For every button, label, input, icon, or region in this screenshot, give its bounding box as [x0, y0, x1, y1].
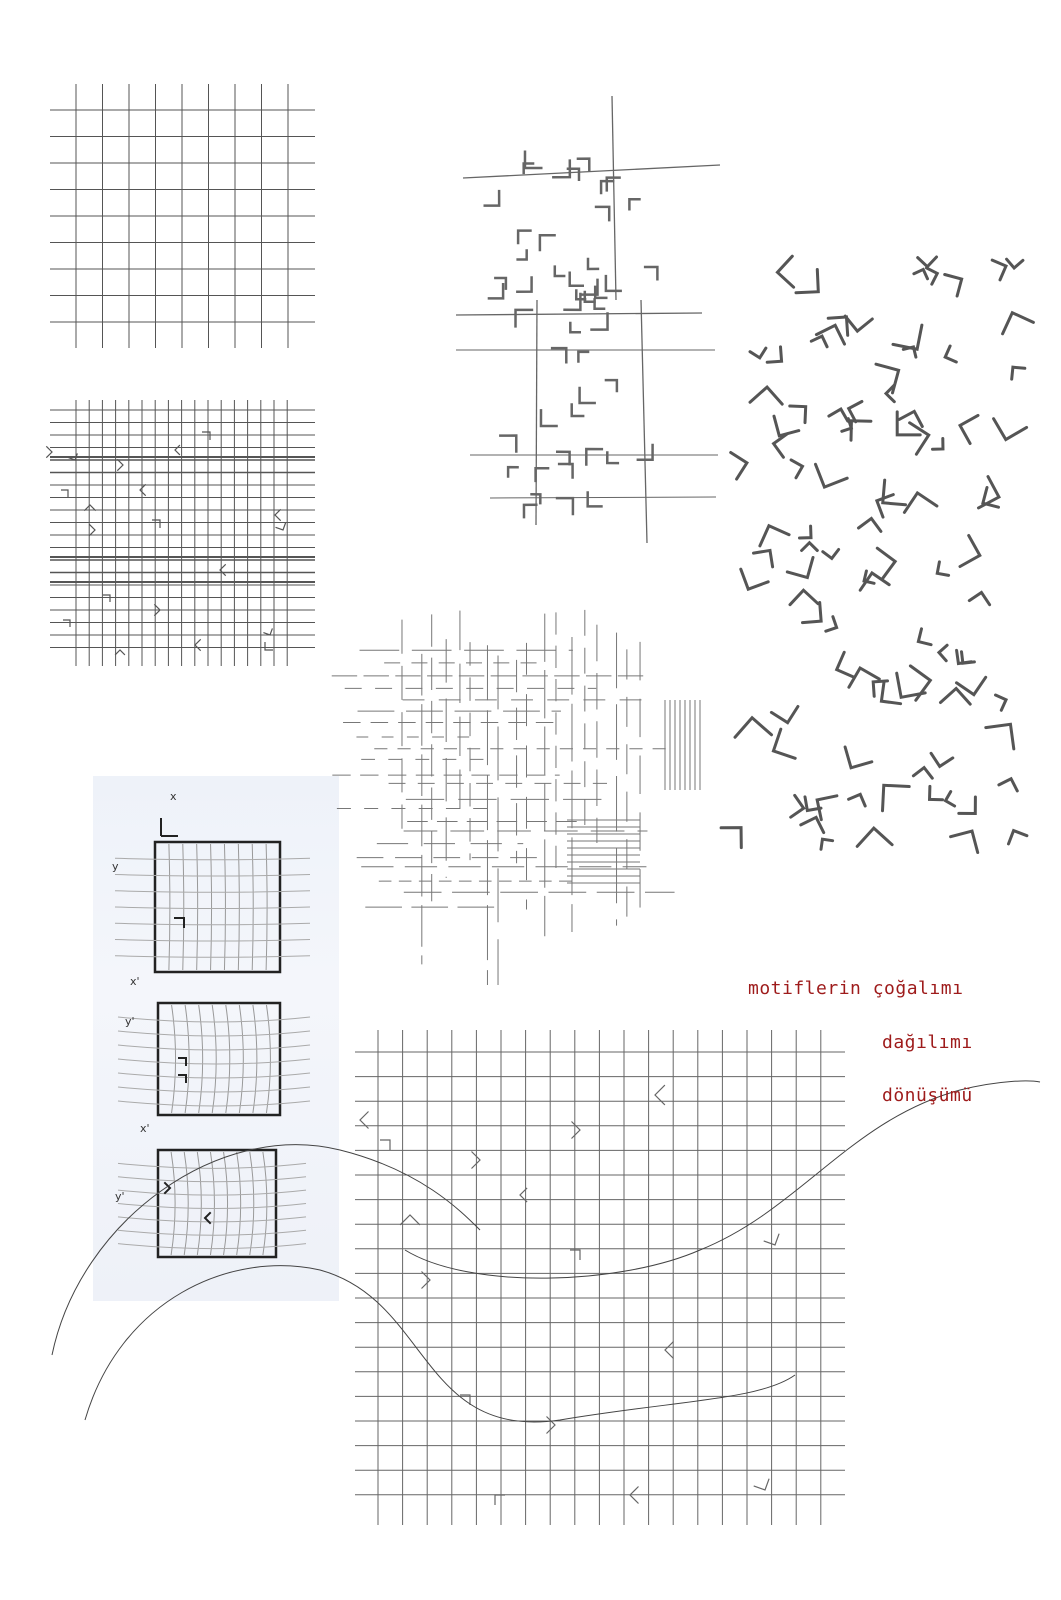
scattered-motif: [939, 645, 947, 661]
scattered-motif: [873, 681, 887, 696]
scattered-motif: [750, 348, 766, 358]
scattered-motif: [904, 493, 937, 512]
scattered-motif: [951, 831, 978, 852]
fragment-mark: [541, 409, 558, 426]
sketch-grid-line: [266, 844, 267, 970]
scattered-motif: [802, 543, 818, 551]
fragment-mark: [556, 498, 573, 515]
sketch-label: y': [115, 1190, 125, 1203]
scattered-motif: [826, 617, 837, 632]
scattered-motif: [787, 558, 813, 578]
flow-curves: [52, 1081, 1040, 1422]
scattered-motif: [927, 268, 938, 284]
motif-mark: [89, 524, 95, 535]
scattered-motif: [876, 364, 899, 393]
scattered-motif: [777, 256, 793, 287]
sketch-label: y: [112, 860, 119, 873]
fragment-mark: [558, 464, 573, 479]
fragment-mark: [563, 293, 580, 310]
fragment-mark: [586, 449, 603, 466]
flow-curve: [85, 1266, 795, 1422]
sketch-square: [158, 1150, 276, 1257]
dashed-line-composition: [332, 610, 700, 985]
sketch-square: [155, 842, 280, 972]
motif-mark: [572, 1122, 581, 1139]
scattered-motif: [823, 550, 839, 559]
scattered-motif: [962, 652, 975, 663]
scattered-motif: [930, 786, 943, 799]
scattered-motifs: [721, 256, 1033, 852]
fragment-mark: [516, 310, 534, 328]
structure-line: [456, 313, 702, 315]
scattered-motif: [877, 495, 893, 517]
motif-mark: [46, 446, 52, 457]
fragment-mark: [516, 249, 526, 259]
fragment-mark: [536, 468, 550, 482]
scattered-motif: [816, 325, 844, 344]
motif-mark: [276, 523, 286, 531]
scattered-motif: [760, 526, 789, 546]
fragment-mark: [567, 169, 579, 181]
scattered-motif: [735, 718, 772, 737]
scattered-motif: [996, 695, 1007, 710]
fragment-mark: [540, 235, 556, 251]
fragment-mark: [570, 322, 581, 333]
scattered-motif: [994, 419, 1027, 440]
scattered-motif: [1012, 367, 1025, 379]
motif-mark: [140, 484, 146, 495]
scattered-motif: [914, 269, 928, 278]
scattered-motif: [960, 415, 978, 443]
scattered-motif: [918, 257, 937, 267]
motif-mark: [195, 639, 201, 650]
fragment-mark: [644, 267, 658, 281]
distorted-grid-with-curves: [355, 1030, 845, 1525]
sketch-grid-line: [199, 1005, 203, 1113]
motif-mark: [754, 1479, 769, 1490]
sketch-grid-line: [226, 1005, 230, 1113]
fragment-mark: [629, 199, 640, 210]
scattered-motif: [849, 402, 862, 422]
scattered-motif: [849, 794, 866, 806]
scattered-motif: [791, 460, 802, 478]
scattered-motif: [731, 453, 747, 480]
scattered-motif: [771, 707, 798, 723]
fragment-mark: [530, 494, 540, 504]
fragment-mark: [588, 491, 603, 506]
motif-mark: [655, 1085, 665, 1105]
fragment-mark: [607, 451, 619, 463]
sketch-grid-line: [210, 1152, 214, 1255]
fragment-mark: [518, 231, 532, 245]
sketch-grid-line: [118, 1230, 306, 1235]
motif-mark: [495, 1495, 505, 1505]
structure-line: [463, 165, 720, 178]
scattered-motif: [933, 439, 943, 450]
motif-mark: [472, 1152, 481, 1169]
fragment-mark: [590, 312, 607, 329]
motif-mark: [547, 1417, 556, 1434]
scattered-motif: [800, 526, 811, 538]
scattered-motif: [851, 421, 871, 440]
sketch-motif: [174, 918, 184, 928]
sketch-grid-line: [197, 844, 198, 970]
sketch-grid-line: [183, 844, 184, 970]
fragment-mark: [572, 403, 585, 416]
motif-mark: [175, 445, 180, 455]
scattered-motif: [931, 753, 953, 766]
scattered-motif: [773, 729, 795, 758]
scattered-motif: [945, 792, 954, 806]
fragment-mark: [484, 190, 500, 206]
scattered-motif: [893, 325, 922, 349]
motif-mark: [422, 1272, 431, 1289]
scattered-motif: [857, 828, 892, 846]
dense-grid-with-motifs: [46, 400, 315, 666]
scattered-motif: [859, 518, 881, 531]
scattered-motif: [1009, 831, 1027, 844]
structure-line: [490, 497, 716, 498]
scattered-motif: [821, 839, 833, 849]
scattered-motif: [845, 747, 872, 768]
sketch-motif: [178, 1075, 186, 1083]
scattered-motif: [959, 797, 976, 813]
scattered-motif: [903, 347, 916, 357]
scattered-motif: [721, 828, 741, 848]
fragmented-line-composition: [456, 96, 720, 543]
scattered-motif: [969, 592, 989, 604]
scattered-motif: [790, 406, 806, 423]
motif-mark: [275, 509, 281, 520]
sketch-grid-line: [118, 1204, 306, 1209]
fragment-mark: [516, 276, 532, 292]
scattered-motif: [945, 346, 956, 362]
sketch-grid-line: [252, 844, 253, 970]
sketch-grid-line: [224, 844, 225, 970]
structure-line: [641, 300, 647, 543]
scattered-motif: [845, 316, 872, 331]
sketch-squares: [112, 790, 310, 1257]
fragment-mark: [606, 275, 622, 291]
sketch-label: y': [125, 1015, 135, 1028]
sketch-label: x: [170, 790, 177, 803]
plain-grid: [50, 84, 315, 348]
fragment-mark: [580, 387, 596, 403]
scattered-motif: [767, 347, 781, 362]
fragment-mark: [588, 258, 599, 269]
scattered-motif: [910, 423, 929, 454]
fragment-mark: [555, 265, 566, 276]
scattered-motif: [945, 275, 962, 297]
scattered-motif: [877, 548, 895, 579]
fragment-mark: [488, 283, 503, 298]
sketch-grid-line: [118, 1190, 306, 1195]
sketch-square: [158, 1003, 280, 1115]
scattered-motif: [791, 795, 804, 817]
scattered-motif: [774, 434, 788, 458]
scattered-motif: [986, 724, 1014, 749]
motif-mark: [63, 620, 70, 627]
fragment-mark: [499, 436, 516, 453]
scattered-motif: [754, 550, 773, 566]
scattered-motif: [816, 464, 848, 487]
scattered-motif: [817, 796, 837, 820]
scattered-motif: [790, 590, 818, 604]
scattered-motif: [796, 270, 818, 293]
structure-line: [536, 300, 537, 525]
motif-mark: [152, 520, 160, 528]
sketch-grid-line: [169, 844, 170, 970]
scattered-motif: [1003, 313, 1034, 334]
motif-mark: [117, 459, 123, 470]
scattered-motif: [837, 652, 854, 677]
fragment-mark: [595, 207, 609, 222]
caption-line-3: dönüşümü: [882, 1085, 973, 1106]
scattered-motif: [741, 569, 768, 589]
scattered-motif: [803, 603, 822, 623]
sketch-grid-line: [118, 1177, 306, 1182]
scattered-motif: [883, 785, 910, 810]
motif-mark: [380, 1140, 390, 1150]
fragment-mark: [605, 380, 617, 392]
motif-mark: [265, 642, 273, 650]
scattered-motif: [750, 387, 782, 404]
motif-mark: [103, 595, 110, 602]
sketch-grid-line: [237, 1152, 241, 1255]
sketch-grid-line: [224, 1152, 228, 1255]
motif-mark: [115, 650, 125, 655]
caption-line-2: dağılımı: [882, 1032, 973, 1053]
sketch-label: x': [140, 1122, 150, 1135]
scattered-motif: [829, 409, 848, 421]
sketch-grid-line: [118, 1217, 306, 1222]
sketch-label: x': [130, 975, 140, 988]
scattered-motif: [960, 536, 980, 567]
sketch-grid-line: [238, 844, 239, 970]
scattered-motif: [1007, 259, 1023, 268]
scattered-motif: [937, 562, 948, 576]
scattered-motif: [992, 260, 1006, 280]
motif-mark: [61, 490, 68, 497]
scattered-motif: [811, 336, 827, 347]
motif-mark: [202, 432, 210, 440]
fragment-mark: [508, 467, 519, 478]
fragment-mark: [595, 298, 606, 309]
scattered-motif: [999, 779, 1017, 791]
motif-mark: [263, 628, 272, 635]
sketch-motif: [178, 1058, 186, 1066]
fragment-mark: [525, 151, 543, 169]
scattered-motif: [913, 768, 932, 779]
scattered-motif: [918, 629, 931, 645]
scattered-motif: [774, 416, 799, 436]
motif-mark: [665, 1342, 674, 1359]
structure-line: [612, 96, 616, 300]
scattered-motif: [883, 480, 906, 505]
caption-line-1: motiflerin çoğalımı: [748, 978, 964, 999]
sketch-grid-line: [266, 1005, 270, 1113]
fragment-mark: [578, 352, 589, 363]
fragment-mark: [570, 272, 584, 286]
sketch-grid-line: [211, 844, 212, 970]
sketch-grid-line: [212, 1005, 216, 1113]
